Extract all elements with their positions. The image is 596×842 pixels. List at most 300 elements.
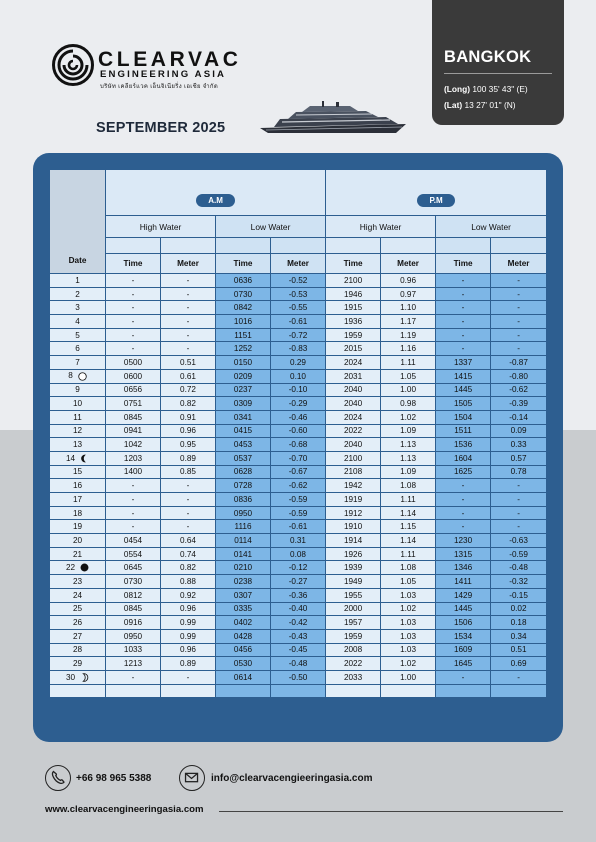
pm-high-meter-cell: 1.16 xyxy=(381,342,436,356)
pm-high-time-cell: 1949 xyxy=(326,575,381,589)
date-cell xyxy=(50,506,106,520)
pm-header xyxy=(326,170,547,216)
header-gap xyxy=(271,238,326,254)
pm-low-meter-cell: - xyxy=(491,301,547,315)
date-value: 2 xyxy=(75,289,80,299)
brand-subtitle: ENGINEERING ASIA xyxy=(100,69,226,80)
clearvac-logo-icon xyxy=(52,44,94,86)
date-value: 28 xyxy=(72,645,83,655)
latitude-label: (Lat) xyxy=(444,100,463,110)
table-row xyxy=(50,493,547,507)
table-row xyxy=(50,657,547,671)
table-row xyxy=(50,301,547,315)
am-high-meter-cell: 0.72 xyxy=(161,383,216,397)
am-low-meter-cell: 0.08 xyxy=(271,547,326,561)
location-panel xyxy=(432,0,564,125)
pm-high-time-cell: 2022 xyxy=(326,657,381,671)
month-title: SEPTEMBER 2025 xyxy=(96,120,226,136)
am-low-water-header: Low Water xyxy=(216,216,326,238)
date-cell xyxy=(50,274,106,288)
pm-low-meter-cell: -0.62 xyxy=(491,383,547,397)
table-row xyxy=(50,451,547,465)
am-low-meter-cell: -0.43 xyxy=(271,629,326,643)
am-low-time-cell: 0341 xyxy=(216,410,271,424)
am-low-meter-cell: -0.59 xyxy=(271,493,326,507)
pm-low-meter-cell: 0.02 xyxy=(491,602,547,616)
pm-low-meter-cell: 0.33 xyxy=(491,438,547,452)
pm-high-time-cell: 1919 xyxy=(326,493,381,507)
am-high-meter-cell: 0.88 xyxy=(161,575,216,589)
am-high-meter-cell: 0.99 xyxy=(161,629,216,643)
pm-high-time-cell: 2033 xyxy=(326,670,381,684)
am-high-time-cell: - xyxy=(106,479,161,493)
date-cell xyxy=(50,616,106,630)
pm-high-time-cell: 2008 xyxy=(326,643,381,657)
header-gap xyxy=(216,238,271,254)
date-value: 14 xyxy=(65,453,76,463)
pm-low-meter-cell: -0.32 xyxy=(491,575,547,589)
am-low-meter-cell: -0.72 xyxy=(271,328,326,342)
date-value: 21 xyxy=(72,549,83,559)
date-value: 23 xyxy=(72,576,83,586)
date-cell xyxy=(50,301,106,315)
pm-low-meter-cell: - xyxy=(491,315,547,329)
am-low-meter-cell: -0.62 xyxy=(271,479,326,493)
pm-high-time-cell: 2024 xyxy=(326,356,381,370)
am-high-meter-cell: 0.96 xyxy=(161,643,216,657)
pm-low-meter-cell: 0.78 xyxy=(491,465,547,479)
am-high-meter-cell: - xyxy=(161,479,216,493)
pm-high-meter-cell: 1.03 xyxy=(381,588,436,602)
date-value: 3 xyxy=(75,303,80,313)
pm-high-time-cell: 2000 xyxy=(326,602,381,616)
phone-icon xyxy=(45,765,71,791)
date-cell xyxy=(50,534,106,548)
pm-low-meter-cell: - xyxy=(491,520,547,534)
pm-high-time-cell: 1959 xyxy=(326,328,381,342)
pm-high-time-cell: 2022 xyxy=(326,424,381,438)
table-row xyxy=(50,506,547,520)
date-value: 18 xyxy=(72,508,83,518)
date-value: 10 xyxy=(72,399,83,409)
pm-high-meter-cell: 1.00 xyxy=(381,383,436,397)
date-cell xyxy=(50,493,106,507)
empty-cell xyxy=(50,684,106,697)
pm-high-meter-cell: 1.11 xyxy=(381,356,436,370)
am-high-time-cell: 0751 xyxy=(106,397,161,411)
date-cell xyxy=(50,588,106,602)
pm-low-meter-cell: - xyxy=(491,493,547,507)
date-cell xyxy=(50,438,106,452)
table-row xyxy=(50,520,547,534)
pm-low-time-cell: 1609 xyxy=(436,643,491,657)
header-gap xyxy=(491,238,547,254)
table-row xyxy=(50,479,547,493)
am-high-time-cell: 0916 xyxy=(106,616,161,630)
am-low-time-cell: 0530 xyxy=(216,657,271,671)
am-high-meter-cell: 0.96 xyxy=(161,602,216,616)
date-value: 7 xyxy=(75,357,80,367)
am-high-time-cell: 0845 xyxy=(106,602,161,616)
table-row xyxy=(50,397,547,411)
pm-low-meter-header: Meter xyxy=(491,254,547,274)
pm-high-meter-cell: 1.05 xyxy=(381,575,436,589)
date-value: 13 xyxy=(72,440,83,450)
am-high-meter-cell: - xyxy=(161,520,216,534)
am-low-time-cell: 0209 xyxy=(216,369,271,383)
pm-high-water-header: High Water xyxy=(326,216,436,238)
pm-low-time-cell: 1415 xyxy=(436,369,491,383)
date-value: 15 xyxy=(72,467,83,477)
header-gap xyxy=(106,238,161,254)
header-gap xyxy=(161,238,216,254)
pm-low-time-cell: 1445 xyxy=(436,602,491,616)
am-high-time-cell: 0845 xyxy=(106,410,161,424)
pm-low-time-cell: 1337 xyxy=(436,356,491,370)
am-low-meter-cell: -0.61 xyxy=(271,315,326,329)
brand-name: CLEARVAC xyxy=(98,48,242,71)
am-high-time-cell: 0812 xyxy=(106,588,161,602)
table-row xyxy=(50,315,547,329)
date-cell xyxy=(50,602,106,616)
date-value: 26 xyxy=(72,618,83,628)
pm-high-meter-cell: 1.19 xyxy=(381,328,436,342)
am-high-time-cell: 1203 xyxy=(106,451,161,465)
pm-high-time-cell: 2040 xyxy=(326,438,381,452)
pm-low-meter-cell: - xyxy=(491,328,547,342)
am-low-meter-cell: -0.55 xyxy=(271,301,326,315)
pm-low-time-cell: - xyxy=(436,342,491,356)
am-high-time-cell: - xyxy=(106,506,161,520)
am-low-time-cell: 0237 xyxy=(216,383,271,397)
location-longitude xyxy=(444,84,528,94)
table-row xyxy=(50,602,547,616)
table-row xyxy=(50,575,547,589)
am-high-time-header: Time xyxy=(106,254,161,274)
am-low-meter-cell: -0.68 xyxy=(271,438,326,452)
brand-logo xyxy=(52,44,292,94)
date-value: 17 xyxy=(72,494,83,504)
pm-low-time-cell: - xyxy=(436,274,491,288)
am-high-time-cell: - xyxy=(106,328,161,342)
am-header xyxy=(106,170,326,216)
table-row xyxy=(50,547,547,561)
am-high-meter-cell: 0.99 xyxy=(161,616,216,630)
date-value: 19 xyxy=(72,522,83,532)
pm-high-time-cell: 1946 xyxy=(326,287,381,301)
pm-high-meter-cell: 1.03 xyxy=(381,616,436,630)
pm-high-time-cell: 2100 xyxy=(326,274,381,288)
date-cell xyxy=(50,479,106,493)
longitude-label: (Long) xyxy=(444,84,471,94)
am-high-water-header: High Water xyxy=(106,216,216,238)
am-high-meter-cell: - xyxy=(161,342,216,356)
pm-low-meter-cell: -0.14 xyxy=(491,410,547,424)
pm-low-time-cell: - xyxy=(436,315,491,329)
pm-low-time-cell: - xyxy=(436,520,491,534)
pm-high-meter-cell: 1.15 xyxy=(381,520,436,534)
brand-thai-name: บริษัท เคลียร์แวค เอ็นจิเนียริ่ง เอเชีย จำกัด xyxy=(100,84,219,90)
pm-low-meter-cell: -0.48 xyxy=(491,561,547,575)
header-gap xyxy=(436,238,491,254)
table-end-row xyxy=(50,684,547,697)
am-low-time-cell: 0141 xyxy=(216,547,271,561)
footer-website: www.clearvacengineeringasia.com xyxy=(45,804,204,815)
am-high-meter-cell: 0.95 xyxy=(161,438,216,452)
am-high-time-cell: - xyxy=(106,315,161,329)
date-cell xyxy=(50,465,106,479)
table-row xyxy=(50,629,547,643)
tide-table-wrapper xyxy=(49,169,546,698)
latitude-value: 13 27' 01" (N) xyxy=(464,100,516,110)
pm-high-time-cell: 1939 xyxy=(326,561,381,575)
pm-low-time-cell: 1411 xyxy=(436,575,491,589)
am-high-time-cell: 0656 xyxy=(106,383,161,397)
am-low-time-cell: 0730 xyxy=(216,287,271,301)
pm-high-time-cell: 1912 xyxy=(326,506,381,520)
table-row xyxy=(50,356,547,370)
date-value: 25 xyxy=(72,604,83,614)
email-icon xyxy=(179,765,205,791)
am-low-time-cell: 1151 xyxy=(216,328,271,342)
pm-high-meter-cell: 1.10 xyxy=(381,301,436,315)
pm-low-meter-cell: 0.18 xyxy=(491,616,547,630)
date-value: 11 xyxy=(73,412,82,422)
am-low-time-cell: 0415 xyxy=(216,424,271,438)
am-high-time-cell: 0600 xyxy=(106,369,161,383)
pm-low-time-cell: 1315 xyxy=(436,547,491,561)
empty-cell xyxy=(216,684,271,697)
pm-high-time-header: Time xyxy=(326,254,381,274)
date-value: 27 xyxy=(72,631,83,641)
am-low-meter-cell: 0.29 xyxy=(271,356,326,370)
pm-low-water-header: Low Water xyxy=(436,216,547,238)
date-cell xyxy=(50,657,106,671)
pm-low-meter-cell: - xyxy=(491,479,547,493)
am-high-time-cell: 1400 xyxy=(106,465,161,479)
pm-low-time-cell: 1230 xyxy=(436,534,491,548)
am-high-meter-cell: - xyxy=(161,493,216,507)
am-high-meter-cell: 0.51 xyxy=(161,356,216,370)
table-row xyxy=(50,274,547,288)
am-low-time-cell: 0836 xyxy=(216,493,271,507)
pm-high-time-cell: 2100 xyxy=(326,451,381,465)
am-low-time-cell: 0309 xyxy=(216,397,271,411)
yacht-icon xyxy=(258,100,408,136)
pm-low-time-cell: 1604 xyxy=(436,451,491,465)
am-low-meter-cell: -0.12 xyxy=(271,561,326,575)
pm-low-meter-cell: 0.57 xyxy=(491,451,547,465)
am-high-meter-cell: - xyxy=(161,506,216,520)
pm-high-meter-cell: 1.17 xyxy=(381,315,436,329)
am-low-time-cell: 0636 xyxy=(216,274,271,288)
last-quarter-moon-icon xyxy=(80,454,89,463)
date-cell xyxy=(50,328,106,342)
empty-cell xyxy=(381,684,436,697)
pm-low-meter-cell: -0.63 xyxy=(491,534,547,548)
pm-high-meter-cell: 1.02 xyxy=(381,410,436,424)
header-gap xyxy=(326,238,381,254)
pm-high-time-cell: 1910 xyxy=(326,520,381,534)
am-high-meter-cell: 0.64 xyxy=(161,534,216,548)
first-quarter-moon-icon xyxy=(80,673,89,682)
footer-email: info@clearvacengieeringasia.com xyxy=(211,773,373,784)
am-high-meter-cell: - xyxy=(161,274,216,288)
pm-high-meter-cell: 1.05 xyxy=(381,369,436,383)
pm-high-time-cell: 2031 xyxy=(326,369,381,383)
table-row xyxy=(50,588,547,602)
am-high-meter-cell: 0.96 xyxy=(161,424,216,438)
full-moon-icon xyxy=(78,372,87,381)
am-high-meter-cell: 0.89 xyxy=(161,657,216,671)
pm-low-meter-cell: 0.69 xyxy=(491,657,547,671)
am-low-time-cell: 0537 xyxy=(216,451,271,465)
am-high-meter-cell: - xyxy=(161,301,216,315)
pm-low-meter-cell: - xyxy=(491,287,547,301)
am-low-time-cell: 0842 xyxy=(216,301,271,315)
am-low-meter-cell: -0.29 xyxy=(271,397,326,411)
am-high-time-cell: 1042 xyxy=(106,438,161,452)
table-row xyxy=(50,424,547,438)
table-row xyxy=(50,465,547,479)
pm-high-meter-cell: 1.08 xyxy=(381,479,436,493)
am-low-time-cell: 0307 xyxy=(216,588,271,602)
pm-low-meter-cell: -0.59 xyxy=(491,547,547,561)
pm-high-time-cell: 1915 xyxy=(326,301,381,315)
date-cell xyxy=(50,643,106,657)
am-low-meter-cell: -0.52 xyxy=(271,274,326,288)
pm-low-time-cell: 1429 xyxy=(436,588,491,602)
am-low-time-cell: 1016 xyxy=(216,315,271,329)
pm-low-time-cell: 1445 xyxy=(436,383,491,397)
am-high-time-cell: 1033 xyxy=(106,643,161,657)
date-cell xyxy=(50,424,106,438)
date-value: 12 xyxy=(72,426,83,436)
table-row xyxy=(50,561,547,575)
pm-high-meter-cell: 1.14 xyxy=(381,506,436,520)
am-high-meter-cell: 0.92 xyxy=(161,588,216,602)
pm-low-time-cell: - xyxy=(436,493,491,507)
pm-high-meter-cell: 1.11 xyxy=(381,493,436,507)
pm-low-meter-cell: -0.80 xyxy=(491,369,547,383)
am-high-time-cell: 0500 xyxy=(106,356,161,370)
am-low-meter-cell: -0.45 xyxy=(271,643,326,657)
pm-high-time-cell: 2015 xyxy=(326,342,381,356)
am-low-time-cell: 0728 xyxy=(216,479,271,493)
pm-low-time-cell: 1534 xyxy=(436,629,491,643)
date-value: 8 xyxy=(68,371,73,381)
date-cell xyxy=(50,561,106,575)
date-cell xyxy=(50,670,106,684)
pm-low-time-cell: 1511 xyxy=(436,424,491,438)
pm-high-meter-cell: 1.14 xyxy=(381,534,436,548)
date-value: 5 xyxy=(75,330,80,340)
pm-low-meter-cell: 0.51 xyxy=(491,643,547,657)
date-cell xyxy=(50,342,106,356)
pm-low-time-cell: - xyxy=(436,328,491,342)
table-row xyxy=(50,534,547,548)
am-high-meter-cell: 0.82 xyxy=(161,397,216,411)
am-high-time-cell: 0941 xyxy=(106,424,161,438)
pm-high-time-cell: 1942 xyxy=(326,479,381,493)
date-value: 30 xyxy=(65,672,76,682)
table-row xyxy=(50,369,547,383)
pm-low-time-cell: 1645 xyxy=(436,657,491,671)
location-latitude xyxy=(444,100,516,110)
pm-low-meter-cell: - xyxy=(491,274,547,288)
pm-high-meter-cell: 0.97 xyxy=(381,287,436,301)
pm-pill: P.M xyxy=(417,194,454,207)
am-high-time-cell: - xyxy=(106,301,161,315)
header-gap xyxy=(381,238,436,254)
am-low-meter-cell: -0.40 xyxy=(271,602,326,616)
table-row xyxy=(50,342,547,356)
am-low-time-cell: 0210 xyxy=(216,561,271,575)
table-row xyxy=(50,670,547,684)
pm-high-meter-header: Meter xyxy=(381,254,436,274)
pm-high-meter-cell: 1.09 xyxy=(381,465,436,479)
am-low-meter-cell: -0.70 xyxy=(271,451,326,465)
footer-phone: +66 98 965 5388 xyxy=(76,773,152,784)
pm-high-meter-cell: 1.03 xyxy=(381,629,436,643)
pm-low-meter-cell: - xyxy=(491,506,547,520)
am-low-meter-header: Meter xyxy=(271,254,326,274)
am-high-meter-cell: - xyxy=(161,328,216,342)
pm-low-meter-cell: -0.15 xyxy=(491,588,547,602)
pm-high-time-cell: 1957 xyxy=(326,616,381,630)
empty-cell xyxy=(106,684,161,697)
am-pill: A.M xyxy=(196,194,235,207)
date-cell xyxy=(50,369,106,383)
pm-high-meter-cell: 1.02 xyxy=(381,657,436,671)
date-cell xyxy=(50,629,106,643)
date-cell xyxy=(50,383,106,397)
am-high-time-cell: 0730 xyxy=(106,575,161,589)
am-high-meter-cell: 0.61 xyxy=(161,369,216,383)
pm-low-time-cell: 1536 xyxy=(436,438,491,452)
pm-high-meter-cell: 1.08 xyxy=(381,561,436,575)
date-cell xyxy=(50,287,106,301)
pm-high-meter-cell: 0.96 xyxy=(381,274,436,288)
am-high-time-cell: 1213 xyxy=(106,657,161,671)
am-low-meter-cell: -0.46 xyxy=(271,410,326,424)
am-low-time-cell: 0950 xyxy=(216,506,271,520)
pm-high-time-cell: 1959 xyxy=(326,629,381,643)
table-row xyxy=(50,287,547,301)
am-high-time-cell: - xyxy=(106,287,161,301)
am-low-time-cell: 0150 xyxy=(216,356,271,370)
date-cell xyxy=(50,451,106,465)
date-cell xyxy=(50,410,106,424)
am-low-time-cell: 0114 xyxy=(216,534,271,548)
am-high-meter-cell: - xyxy=(161,315,216,329)
pm-low-time-cell: 1505 xyxy=(436,397,491,411)
pm-low-time-cell: - xyxy=(436,287,491,301)
am-low-time-cell: 0628 xyxy=(216,465,271,479)
date-value: 22 xyxy=(65,563,76,573)
footer-divider xyxy=(219,811,563,812)
am-low-meter-cell: -0.10 xyxy=(271,383,326,397)
am-high-meter-header: Meter xyxy=(161,254,216,274)
pm-high-meter-cell: 1.00 xyxy=(381,670,436,684)
pm-high-meter-cell: 1.09 xyxy=(381,424,436,438)
am-low-time-header: Time xyxy=(216,254,271,274)
date-cell xyxy=(50,356,106,370)
pm-high-time-cell: 1936 xyxy=(326,315,381,329)
am-low-time-cell: 0456 xyxy=(216,643,271,657)
empty-cell xyxy=(491,684,547,697)
am-low-time-cell: 1252 xyxy=(216,342,271,356)
